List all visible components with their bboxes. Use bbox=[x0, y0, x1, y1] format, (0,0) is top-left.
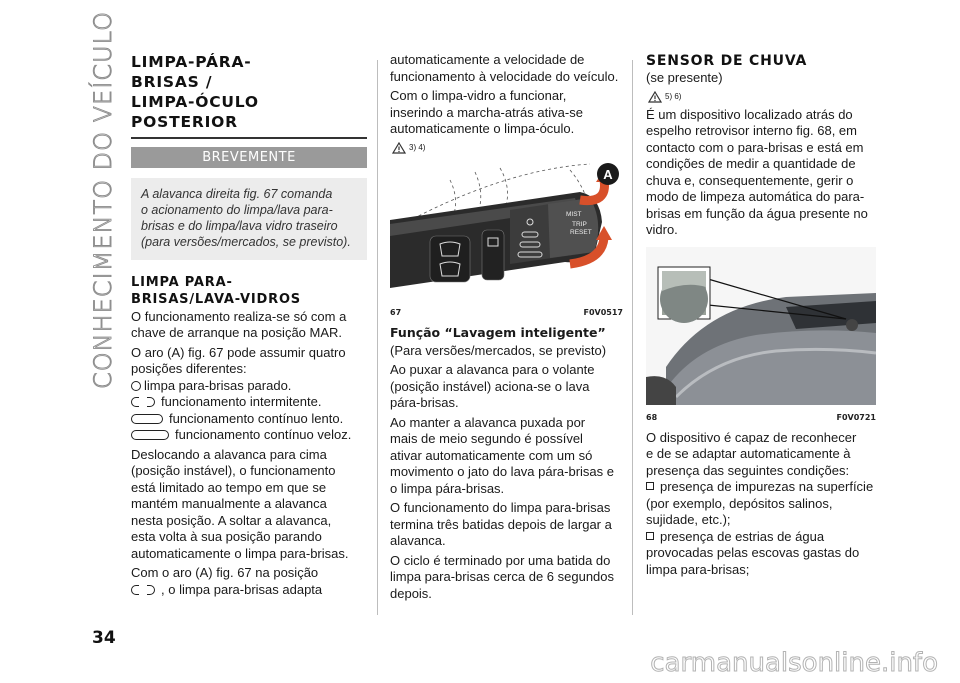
paragraph bbox=[646, 430, 876, 480]
text-line: (posição instável) aciona-se o lava bbox=[390, 378, 590, 394]
summary-band: BREVEMENTE bbox=[131, 147, 367, 168]
warning-ref-numbers: 5) 6) bbox=[665, 92, 682, 101]
position-text: funcionamento contínuo veloz. bbox=[175, 427, 352, 442]
figure-number: 68 bbox=[646, 412, 658, 422]
text-line: O dispositivo é capaz de reconhecer bbox=[646, 429, 857, 445]
text-line: Com o limpa-vidro a funcionar, bbox=[390, 88, 567, 103]
paragraph bbox=[131, 309, 367, 342]
text-line: e de se adaptar automaticamente à bbox=[646, 446, 851, 461]
warning-reference bbox=[392, 142, 623, 154]
paragraph bbox=[131, 345, 367, 378]
subtitle-line: BRISAS/LAVA-VIDROS bbox=[131, 291, 301, 307]
paragraph bbox=[390, 88, 623, 138]
text-line: presença de impurezas na superfície bbox=[660, 479, 874, 494]
text-line: (por exemplo, depósitos salinos, bbox=[646, 495, 833, 511]
text-line: provocadas pelas escovas gastas do bbox=[646, 545, 860, 560]
list-item bbox=[646, 479, 876, 496]
column-separator bbox=[632, 60, 633, 615]
paragraph bbox=[390, 343, 623, 360]
position-text: limpa para-brisas parado. bbox=[144, 377, 292, 393]
text-line: mantém manualmente a alavanca bbox=[131, 496, 327, 511]
paragraph bbox=[390, 52, 623, 85]
title-line: LIMPA-PÁRA- bbox=[131, 53, 252, 71]
text-line: posições diferentes: bbox=[131, 361, 247, 376]
summary-box bbox=[131, 178, 367, 260]
text-line: (Para versões/mercados, se previsto) bbox=[390, 342, 607, 358]
paragraph bbox=[131, 447, 367, 563]
position-item-slow bbox=[131, 411, 367, 428]
subsection-title bbox=[131, 274, 367, 308]
text-line: , o limpa para-brisas adapta bbox=[161, 581, 323, 597]
text-line: É um dispositivo localizado atrás do bbox=[646, 106, 853, 122]
figure-caption bbox=[390, 308, 623, 317]
warning-triangle-icon bbox=[392, 142, 406, 154]
text-line: limpa para-brisas; bbox=[646, 561, 750, 577]
column-1 bbox=[131, 52, 367, 598]
position-text: funcionamento intermitente. bbox=[161, 394, 322, 409]
text-line: espelho retrovisor interno fig. 68, em bbox=[646, 123, 857, 138]
stalk-label-reset: RESET bbox=[570, 228, 592, 236]
text-line: O funcionamento do limpa para-brisas bbox=[390, 500, 611, 515]
section-title bbox=[131, 52, 367, 132]
text-line: está limitado ao tempo em que se bbox=[131, 479, 327, 495]
paragraph bbox=[646, 107, 876, 239]
column-2 bbox=[390, 52, 623, 602]
column-3 bbox=[646, 52, 876, 578]
figure-67 bbox=[390, 160, 623, 317]
paragraph bbox=[646, 70, 876, 87]
position-item-off bbox=[131, 378, 367, 395]
text-line: (posição instável), o funcionamento bbox=[131, 463, 336, 478]
text-line: mais de meio segundo é possível bbox=[390, 431, 583, 446]
ring-position-fast-icon bbox=[131, 430, 169, 440]
figure-caption bbox=[646, 413, 876, 422]
wiper-stalk-illustration bbox=[390, 160, 623, 300]
warning-reference bbox=[648, 91, 876, 103]
callout-letter: A bbox=[603, 166, 613, 182]
text-line: contacto com o para-brisas e está em bbox=[646, 139, 864, 155]
text-line: movimento o jato do lava pára-brisas e bbox=[390, 464, 615, 479]
rain-sensor-illustration bbox=[646, 247, 876, 405]
text-line: presença de estrias de água bbox=[660, 528, 825, 544]
title-line: LIMPA-ÓCULO bbox=[131, 93, 259, 111]
watermark: carmanualsonline.info bbox=[650, 648, 938, 678]
ring-position-off-icon bbox=[131, 381, 141, 391]
list-item-continuation bbox=[646, 545, 876, 578]
paragraph bbox=[390, 362, 623, 412]
warning-triangle-icon bbox=[648, 91, 662, 103]
text-line: (se presente) bbox=[646, 70, 723, 85]
page-number: 34 bbox=[92, 628, 116, 648]
text-line: pára-brisas. bbox=[390, 395, 459, 410]
summary-line: o acionamento do limpa/lava para- bbox=[141, 202, 333, 217]
text-line: O funcionamento realiza-se só com a bbox=[131, 308, 347, 324]
text-line: condições de medir a quantidade de bbox=[646, 156, 856, 171]
text-line: funcionamento à velocidade do veículo. bbox=[390, 68, 619, 84]
paragraph bbox=[390, 500, 623, 550]
text-line: limpa para-brisas cerca de 6 segundos bbox=[390, 569, 615, 584]
text-line: modo de limpeza automática do para- bbox=[646, 189, 865, 204]
text-line: Com o aro (A) fig. 67 na posição bbox=[131, 565, 319, 580]
text-line: nesta posição. A soltar a alavanca, bbox=[131, 512, 332, 528]
text-line: automaticamente a velocidade de bbox=[390, 52, 585, 67]
text-line: automaticamente o limpa para-brisas. bbox=[131, 545, 349, 561]
position-item-intermittent bbox=[131, 394, 367, 411]
text-line: chave de arranque na posição MAR. bbox=[131, 325, 343, 340]
paragraph bbox=[390, 553, 623, 603]
text-line: Deslocando a alavanca para cima bbox=[131, 446, 327, 462]
ring-position-intermittent-icon bbox=[131, 397, 155, 407]
text-line: inserindo a marcha-atrás ativa-se bbox=[390, 104, 583, 120]
text-line: vidro. bbox=[646, 222, 678, 237]
figure-number: 67 bbox=[390, 307, 402, 317]
text-line: o limpa pára-brisas. bbox=[390, 480, 505, 496]
text-line: Ao manter a alavanca puxada por bbox=[390, 414, 586, 430]
title-line: POSTERIOR bbox=[131, 113, 238, 131]
paragraph bbox=[131, 565, 367, 598]
side-title-text: CONHECIMENTO DO VEÍCULO bbox=[89, 10, 118, 390]
warning-ref-numbers: 3) 4) bbox=[409, 143, 426, 152]
text-line: sujidade, etc.); bbox=[646, 512, 731, 527]
summary-line: (para versões/mercados, se previsto). bbox=[141, 234, 351, 249]
paragraph bbox=[390, 415, 623, 498]
ring-position-slow-icon bbox=[131, 414, 163, 424]
text-line: chuva e, consequentemente, gerir o bbox=[646, 172, 854, 188]
text-line-with-icon bbox=[131, 582, 367, 599]
summary-line: brisas e do limpa/lava vidro traseiro bbox=[141, 218, 338, 233]
subsection-title: Função “Lavagem inteligente” bbox=[390, 324, 606, 340]
text-line: O ciclo é terminado por uma batida do bbox=[390, 552, 611, 568]
figure-code: F0V0721 bbox=[836, 412, 876, 422]
text-line: esta volta à sua posição parando bbox=[131, 529, 322, 544]
figure-68 bbox=[646, 247, 876, 422]
list-item-continuation bbox=[646, 496, 876, 529]
text-line: ativar automaticamente com um só bbox=[390, 447, 593, 463]
stalk-label-mist: MIST bbox=[566, 210, 582, 218]
text-line: presença das seguintes condições: bbox=[646, 462, 850, 478]
checkbox-bullet-icon bbox=[646, 532, 654, 540]
list-item bbox=[646, 529, 876, 546]
text-line: termina três batidas depois de largar a bbox=[390, 516, 612, 532]
title-rule bbox=[131, 137, 367, 139]
position-item-fast bbox=[131, 427, 367, 444]
figure-code: F0V0517 bbox=[583, 307, 623, 317]
text-line: O aro (A) fig. 67 pode assumir quatro bbox=[131, 344, 346, 360]
summary-line: A alavanca direita fig. 67 comanda bbox=[141, 186, 333, 201]
section-title: SENSOR DE CHUVA bbox=[646, 53, 808, 69]
text-line: depois. bbox=[390, 585, 432, 601]
text-line: automaticamente o limpa-óculo. bbox=[390, 121, 575, 136]
ring-position-intermittent-icon bbox=[131, 585, 155, 595]
section-side-title bbox=[86, 10, 120, 390]
subtitle-line: LIMPA PARA- bbox=[131, 274, 233, 290]
title-line: BRISAS / bbox=[131, 73, 213, 91]
checkbox-bullet-icon bbox=[646, 482, 654, 490]
text-line: brisas em função da água presente no bbox=[646, 205, 868, 221]
text-line: Ao puxar a alavanca para o volante bbox=[390, 362, 595, 377]
column-separator bbox=[377, 60, 378, 615]
stalk-label-trip: TRIP bbox=[572, 220, 587, 228]
position-text: funcionamento contínuo lento. bbox=[169, 410, 344, 426]
text-line: alavanca. bbox=[390, 533, 446, 548]
